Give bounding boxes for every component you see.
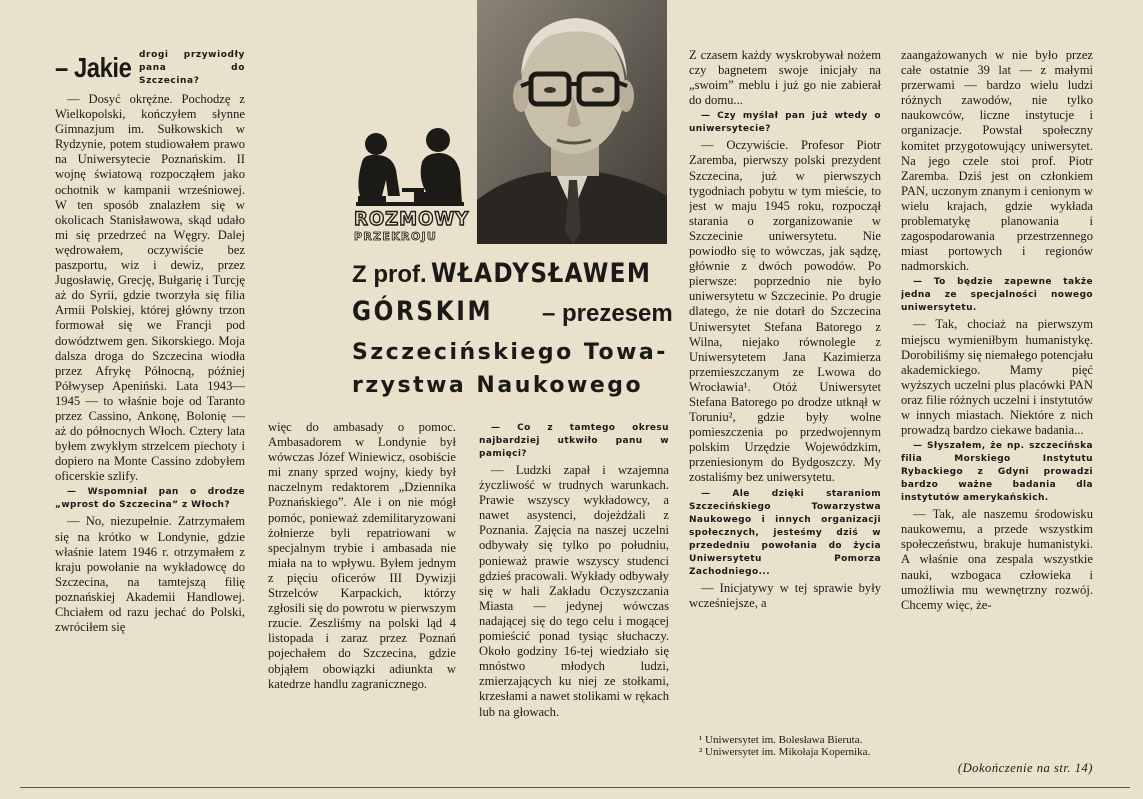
headline-organization-line-2: rzystwa Naukowego [352, 373, 644, 398]
column-2 [268, 420, 456, 780]
rozmowy-przekroju-logo [352, 122, 470, 244]
article-headline [352, 256, 672, 406]
logo-text-przekroju: PRZEKROJU [354, 230, 438, 243]
logo-text-rozmowy: ROZMOWY [354, 208, 470, 230]
interview-question: — Co z tamtego okresu najbardziej utkwiło panu w pamięci? [479, 423, 669, 459]
headline-organization-line-1: Szczecińskiego Towa- [352, 340, 668, 365]
headline-first-name: WŁADYSŁAWEM [430, 258, 651, 289]
footnote: ¹ Uniwersytet im. Bolesława Bieruta. [699, 734, 863, 746]
answer-paragraph: — Tak, chociaż na pierwszym miejscu wymieniłbym humanistykę. Dorobiliśmy się niemałego potencjału akademickiego. Mamy pięć wyższych uczelni plus placówki PAN oraz filie różnych uczelni i instytutów w innych miastach. Niektóre z nich prowadzą bardzo ciekawe badania... [901, 317, 1093, 438]
bottom-divider [20, 787, 1130, 788]
answer-paragraph: — No, niezupełnie. Zatrzymałem się na krótko w Londynie, gdzie właśnie latem 1946 r. otrzymałem z kraju powołanie na wykładowcę do Szczecina, na tamtejszą filię poznańskiej Akademii Handlowej. Chciałem od razu jechać do Polski, zwróciłem się [55, 514, 245, 635]
footnotes [689, 734, 881, 758]
column-3 [479, 420, 669, 780]
continued-note: (Dokończenie na str. 14) [957, 761, 1093, 775]
answer-paragraph: zaangażowanych w nie było przez całe ostatnie 39 lat — z małymi przerwami — bardzo wielu ludzi różnych zawodów, nie tylko naukowców, liczne instytucje i organizacje. Powstał społeczny komitet przygotowujący uniwersytet. Na jego czele stoi prof. Piotr Zaremba. Dziś jest on członkiem PAN, uczonym znanym i cenionym w wielu krajach, gdzie wykłada problematykę planowania i zagospodarowania przestrzennego miast portowych i regionów nadmorskich. [901, 48, 1093, 274]
column-4 [689, 48, 881, 738]
interview-question: — To będzie zapewne także jedna ze specjalności nowego uniwersytetu. [901, 277, 1093, 314]
interview-question: — Ale dzięki staraniom Szczecińskiego Towarzystwa Naukowego i innych organizacji społecznych, jesteśmy dziś w przededniu powołania do życia Uniwersytetu Pomorza Zachodniego... [689, 488, 881, 577]
opening-question-text: drogi przywiodły pana do Szczecina? [139, 50, 245, 86]
interview-question: — Wspomniał pan o drodze „wprost do Szczecina” z Włoch? [55, 487, 245, 511]
column-5 [901, 48, 1093, 758]
answer-paragraph: więc do ambasady o pomoc. Ambasadorem w Londynie był wówczas Józef Winiewicz, osobiście mi znany sprzed wojny, kiedy był naczelnym redaktorem „Dziennika Poznańskiego”. Ale i on nie mógł pomóc, ponieważ zdemilitaryzowani żołnierze byli repatriowani w specjalnym trybie i ambasada nie miała na to wpływu. Byłem jednym z pięciu oficerów III Dywizji Strzelców Karpackich, którzy zgłosili się do powrotu w pierwszym rzucie. Zeszliśmy na polski ląd 4 listopada i zaraz przez Poznań pojechałem do Szczecina, gdzie objąłem obowiązki adiunkta w katedrze handlu zagranicznego. [268, 420, 456, 691]
headline-last-name: GÓRSKIM [352, 296, 494, 327]
interview-question: — Słyszałem, że np. szczecińska filia Morskiego Instytutu Rybackiego z Gdyni prowadzi bardzo ważne badania dla instytutów amerykańskich. [901, 441, 1093, 504]
headline-prefix: Z prof. [352, 261, 427, 288]
column-1 [55, 92, 245, 782]
answer-paragraph: — Ludzki zapał i wzajemna życzliwość w trudnych warunkach. Prawie wszyscy wykładowcy, a nawet asystenci, dojeżdżali z Poznania. Zajęcia na naszej uczelni odbywały się tylko po południu, ponieważ prawie wszyscy studenci gdzieś pracowali. Wykłady odbywały się w hali Zakładu Oczyszczania Miasta — jedynej wówczas nadającej się do tego celu i mogącej pomieścić ponad tysiąc słuchaczy. Około godziny 16-tej wiedziało się mnóstwo młodych ludzi, zmierzających ku niej ze stołkami, krzesłami a nawet stolikami w rękach lub na głowach. [479, 463, 669, 719]
answer-paragraph: Z czasem każdy wyskrobywał nożem czy bagnetem swoje inicjały na „swoim” meblu i już go nie zabierał do domu... [689, 48, 881, 108]
answer-paragraph: — Tak, ale naszemu środowisku naukowemu, a przede wszystkim społeczeństwu, brakuje humanistyki. A właśnie ona zespala wszystkie nauki, wzbogaca człowieka i umożliwia mu wewnętrzny rozwój. Chcemy więc, że- [901, 507, 1093, 612]
answer-paragraph: — Inicjatywy w tej sprawie były wcześniejsze, a [689, 580, 881, 610]
opening-word: – Jakie [55, 52, 132, 83]
opening-question [55, 46, 245, 92]
footnote: ² Uniwersytet im. Mikołaja Kopernika. [699, 746, 871, 758]
answer-paragraph: — Oczywiście. Profesor Piotr Zaremba, pierwszy polski prezydent Szczecina, już w pierwszych tygodniach pobytu w tym mieście, to jest w maju 1945 roku, rozpoczął starania o zorganizowanie w Szczecinie uniwersytetu. Nie powiodło się to wówczas, jak sądzę, głównie z dwóch powodów. Po pierwsze: poprzednio nie było uniwersytetu w Szczecinie. Po drugie dlatego, że nie dotarł do Szczecina Uniwersytet Stefana Batorego z Wilna, niejako równolegle z Uniwersytetem Jana Kazimierza przemieszczanym ze Lwowa do Wrocławia¹. Otóż Uniwersytet Stefana Batorego po drodze utknął w Toruniu², gdzie były wolne pomieszczenia po przedwojennym polskim Urzędzie Wojewódzkim, przeniesionym do Bydgoszczy. My zostaliśmy bez uniwersytetu. [689, 138, 881, 485]
interview-question: — Czy myślał pan już wtedy o uniwersytecie? [689, 111, 881, 135]
headline-role: – prezesem [542, 300, 673, 327]
answer-paragraph: — Dosyć okrężne. Pochodzę z Wielkopolski, kończyłem słynne Gimnazjum im. Sułkowskich w Rydzynie, potem studiowałem prawo na Uniwersytecie Poznańskim. II wojnę światową rozpocząłem jako ochotnik w kampanii wrześniowej. W ten sposób znalazłem się w okolicach Stanisławowa, skąd udało mi się przedrzeć na Węgry. Dalej wędrowałem, oczywiście bez paszportu, wiz i dewiz, przez Jugosławię, Grecję, Bułgarię i Turcję aż do Syrii, gdzie tworzyła się filia Armii Polskiej, której główny trzon formował się we Francji pod dowództwem gen. Sikorskiego. Moja dalsza droga do Szczecina wiodła przez Afrykę Północną, później Półwysep Apeniński. Lata 1943—1945 — to właśnie boje od Taranto przez Cassino, Ankonę, Bolonię — aż do północnych Włoch. Cztery lata byłem zwykłym strzelcem piechoty i dopiero na Monte Cassino zdobyłem oficerskie szlify. [55, 92, 245, 484]
portrait-photo [477, 0, 667, 244]
